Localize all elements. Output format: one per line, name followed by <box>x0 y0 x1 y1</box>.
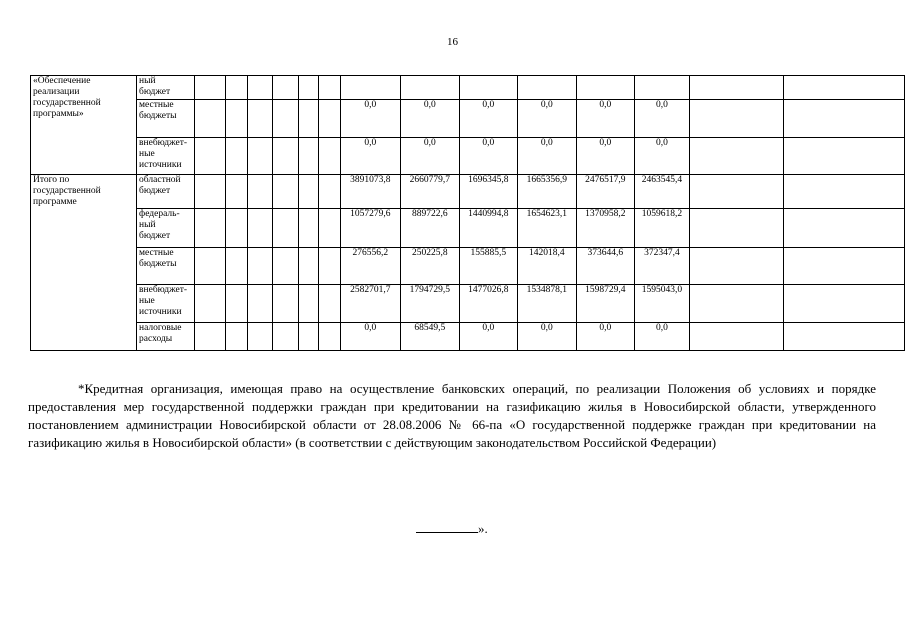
empty-cell <box>319 100 341 138</box>
value-cell: 68549,5 <box>401 323 460 351</box>
value-cell: 1477026,8 <box>459 285 518 323</box>
value-cell: 0,0 <box>635 138 690 175</box>
empty-cell <box>226 323 248 351</box>
value-cell: 1598729,4 <box>576 285 635 323</box>
empty-cell <box>273 138 298 175</box>
empty-cell <box>226 209 248 248</box>
value-cell: 2476517,9 <box>576 175 635 209</box>
table-row <box>31 209 905 248</box>
empty-cell <box>298 100 319 138</box>
empty-cell <box>784 175 905 209</box>
empty-cell <box>298 76 319 100</box>
empty-cell <box>689 248 783 285</box>
closing-mark: ». <box>478 521 488 536</box>
empty-cell <box>194 138 225 175</box>
value-cell <box>635 76 690 100</box>
empty-cell <box>319 76 341 100</box>
value-cell: 142018,4 <box>518 248 577 285</box>
value-cell: 1794729,5 <box>401 285 460 323</box>
funding-source-cell: областной бюджет <box>137 175 195 209</box>
page-number: 16 <box>447 36 458 48</box>
value-cell: 1370958,2 <box>576 209 635 248</box>
empty-cell <box>273 209 298 248</box>
budget-table <box>30 75 905 351</box>
empty-cell <box>247 209 272 248</box>
empty-cell <box>194 76 225 100</box>
value-cell: 1057279,6 <box>340 209 400 248</box>
empty-cell <box>226 100 248 138</box>
value-cell: 1696345,8 <box>459 175 518 209</box>
value-cell: 0,0 <box>518 100 577 138</box>
row-group-label: «Обеспечение реализации государственной программы» <box>31 76 137 175</box>
funding-source-cell: ный бюджет <box>137 76 195 100</box>
value-cell <box>576 76 635 100</box>
empty-cell <box>319 323 341 351</box>
funding-source-cell: местные бюджеты <box>137 100 195 138</box>
empty-cell <box>689 76 783 100</box>
value-cell: 0,0 <box>340 323 400 351</box>
empty-cell <box>784 248 905 285</box>
empty-cell <box>689 100 783 138</box>
empty-cell <box>247 175 272 209</box>
empty-cell <box>194 100 225 138</box>
empty-cell <box>784 285 905 323</box>
empty-cell <box>247 100 272 138</box>
empty-cell <box>298 209 319 248</box>
empty-cell <box>226 76 248 100</box>
empty-cell <box>689 209 783 248</box>
table-row <box>31 248 905 285</box>
table-row <box>31 323 905 351</box>
empty-cell <box>298 285 319 323</box>
empty-cell <box>298 175 319 209</box>
empty-cell <box>226 138 248 175</box>
value-cell: 2660779,7 <box>401 175 460 209</box>
value-cell: 0,0 <box>401 100 460 138</box>
empty-cell <box>298 138 319 175</box>
value-cell: 0,0 <box>576 138 635 175</box>
empty-cell <box>273 248 298 285</box>
table-row <box>31 100 905 138</box>
empty-cell <box>247 138 272 175</box>
value-cell: 0,0 <box>635 323 690 351</box>
empty-cell <box>689 175 783 209</box>
empty-cell <box>247 323 272 351</box>
funding-source-cell: внебюджет- ные источники <box>137 138 195 175</box>
value-cell <box>518 76 577 100</box>
empty-cell <box>226 285 248 323</box>
value-cell: 1440994,8 <box>459 209 518 248</box>
empty-cell <box>247 285 272 323</box>
empty-cell <box>319 138 341 175</box>
value-cell: 276556,2 <box>340 248 400 285</box>
empty-cell <box>784 76 905 100</box>
value-cell: 0,0 <box>459 138 518 175</box>
funding-source-cell: местные бюджеты <box>137 248 195 285</box>
empty-cell <box>247 248 272 285</box>
value-cell: 1665356,9 <box>518 175 577 209</box>
empty-cell <box>319 175 341 209</box>
funding-source-cell: федераль- ный бюджет <box>137 209 195 248</box>
empty-cell <box>319 209 341 248</box>
empty-cell <box>273 100 298 138</box>
value-cell: 889722,6 <box>401 209 460 248</box>
empty-cell <box>226 248 248 285</box>
empty-cell <box>298 248 319 285</box>
empty-cell <box>194 285 225 323</box>
footnote <box>28 380 876 452</box>
value-cell: 372347,4 <box>635 248 690 285</box>
empty-cell <box>194 248 225 285</box>
value-cell: 0,0 <box>635 100 690 138</box>
empty-cell <box>194 323 225 351</box>
table-row <box>31 285 905 323</box>
value-cell: 3891073,8 <box>340 175 400 209</box>
value-cell: 0,0 <box>576 100 635 138</box>
empty-cell <box>273 285 298 323</box>
value-cell: 1595043,0 <box>635 285 690 323</box>
empty-cell <box>273 323 298 351</box>
empty-cell <box>319 248 341 285</box>
empty-cell <box>194 175 225 209</box>
empty-cell <box>784 100 905 138</box>
value-cell <box>459 76 518 100</box>
empty-cell <box>689 138 783 175</box>
empty-cell <box>194 209 225 248</box>
value-cell: 1059618,2 <box>635 209 690 248</box>
value-cell: 250225,8 <box>401 248 460 285</box>
value-cell: 0,0 <box>401 138 460 175</box>
empty-cell <box>689 323 783 351</box>
value-cell: 0,0 <box>459 323 518 351</box>
value-cell: 0,0 <box>340 100 400 138</box>
value-cell: 0,0 <box>518 138 577 175</box>
empty-cell <box>319 285 341 323</box>
value-cell: 0,0 <box>459 100 518 138</box>
empty-cell <box>784 209 905 248</box>
value-cell: 0,0 <box>518 323 577 351</box>
value-cell <box>340 76 400 100</box>
table-row <box>31 175 905 209</box>
footnote-text: *Кредитная организация, имеющая право на осуществление банковских операций, по реализации Положения об условиях и порядке предоставления мер государственной поддержки граждан при кредитовании на газификацию жилья в Новосибирской области, утвержденного постановлением администрации Новосибирской области от 28.08.2006 № 66-па «О государственной поддержке граждан при кредитовании на газификацию жилья в Новосибирской области» (в соответствии с действующим законодательством Российской Федерации) <box>28 381 876 450</box>
empty-cell <box>273 76 298 100</box>
empty-cell <box>226 175 248 209</box>
closing-line <box>416 520 488 537</box>
table-row <box>31 76 905 100</box>
value-cell: 2463545,4 <box>635 175 690 209</box>
table-row <box>31 138 905 175</box>
value-cell: 0,0 <box>576 323 635 351</box>
row-group-label: Итого по государственной программе <box>31 175 137 351</box>
empty-cell <box>247 76 272 100</box>
value-cell <box>401 76 460 100</box>
value-cell: 373644,6 <box>576 248 635 285</box>
empty-cell <box>689 285 783 323</box>
value-cell: 155885,5 <box>459 248 518 285</box>
signature-blank <box>416 520 478 533</box>
value-cell: 0,0 <box>340 138 400 175</box>
funding-source-cell: налоговые расходы <box>137 323 195 351</box>
empty-cell <box>784 138 905 175</box>
value-cell: 2582701,7 <box>340 285 400 323</box>
empty-cell <box>298 323 319 351</box>
value-cell: 1654623,1 <box>518 209 577 248</box>
empty-cell <box>273 175 298 209</box>
funding-source-cell: внебюджет- ные источники <box>137 285 195 323</box>
value-cell: 1534878,1 <box>518 285 577 323</box>
empty-cell <box>784 323 905 351</box>
